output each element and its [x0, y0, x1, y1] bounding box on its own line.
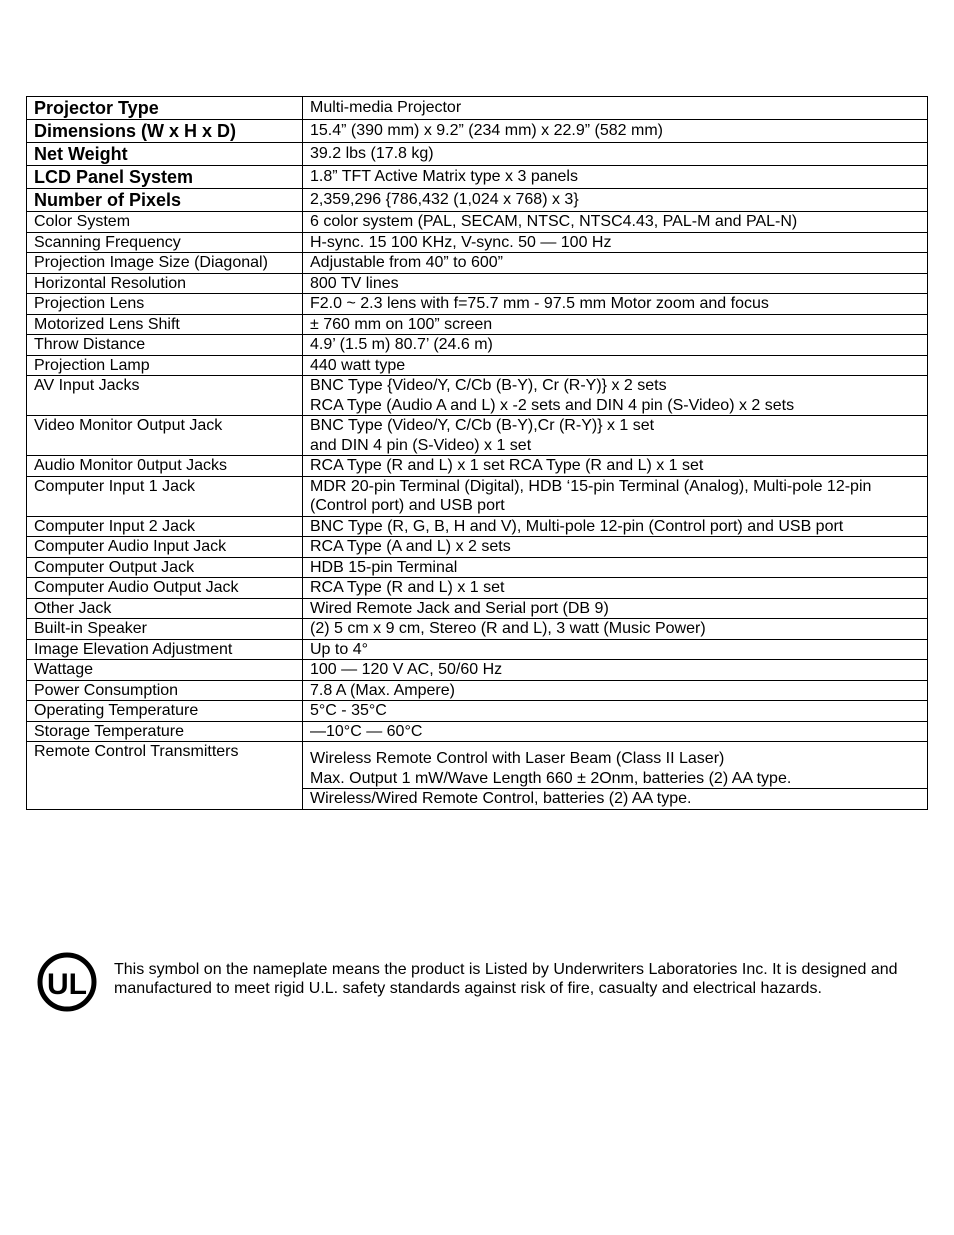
spec-label: Projection Lens	[27, 294, 303, 315]
spec-value: (2) 5 cm x 9 cm, Stereo (R and L), 3 watt (Music Power)	[303, 619, 928, 640]
spec-value: 6 color system (PAL, SECAM, NTSC, NTSC4.43, PAL-M and PAL-N)	[303, 212, 928, 233]
spec-label: Throw Distance	[27, 335, 303, 356]
spec-label: LCD Panel System	[27, 166, 303, 189]
spec-value: 5°C - 35°C	[303, 701, 928, 722]
remote-control-section	[27, 742, 928, 810]
spec-label: Computer Input 2 Jack	[27, 516, 303, 537]
spec-value-line: RCA Type (Audio A and L) x -2 sets and DIN 4 pin (S-Video) x 2 sets	[310, 396, 795, 414]
spec-value-line: BNC Type (Video/Y, C/Cb (B-Y),Cr (R-Y)} x 1 set	[310, 417, 655, 434]
spec-label: AV Input Jacks	[27, 376, 303, 416]
spec-label: Storage Temperature	[27, 721, 303, 742]
spec-value: 4.9’ (1.5 m) 80.7’ (24.6 m)	[303, 335, 928, 356]
spec-value: —10°C — 60°C	[303, 721, 928, 742]
table-row	[27, 537, 928, 558]
table-row	[27, 355, 928, 376]
spec-value: 800 TV lines	[303, 273, 928, 294]
table-row	[27, 701, 928, 722]
spec-value: ± 760 mm on 100” screen	[303, 314, 928, 335]
spec-label: Wattage	[27, 660, 303, 681]
table-row	[27, 416, 928, 456]
spec-value: Up to 4°	[303, 639, 928, 660]
spec-value	[303, 376, 928, 416]
spec-value: RCA Type (R and L) x 1 set	[303, 578, 928, 599]
spec-value	[303, 416, 928, 456]
spec-label: Horizontal Resolution	[27, 273, 303, 294]
spec-label: Projector Type	[27, 97, 303, 120]
spec-label: Audio Monitor 0utput Jacks	[27, 456, 303, 477]
table-row	[27, 578, 928, 599]
spec-value	[303, 742, 928, 789]
spec-value: BNC Type (R, G, B, H and V), Multi-pole 12-pin (Control port) and USB port	[303, 516, 928, 537]
spec-label: Dimensions (W x H x D)	[27, 120, 303, 143]
spec-value: 440 watt type	[303, 355, 928, 376]
spec-label: Operating Temperature	[27, 701, 303, 722]
spec-label: Computer Audio Input Jack	[27, 537, 303, 558]
spec-label: Motorized Lens Shift	[27, 314, 303, 335]
spec-label: Video Monitor Output Jack	[27, 416, 303, 456]
spec-label: Net Weight	[27, 143, 303, 166]
table-row	[27, 143, 928, 166]
spec-label: Other Jack	[27, 598, 303, 619]
table-row	[27, 680, 928, 701]
spec-label: Computer Audio Output Jack	[27, 578, 303, 599]
table-row	[27, 639, 928, 660]
spec-value: Multi-media Projector	[303, 97, 928, 120]
table-row	[27, 294, 928, 315]
spec-label: Computer Output Jack	[27, 557, 303, 578]
ul-listed-logo-icon	[34, 949, 100, 1015]
spec-value: RCA Type (A and L) x 2 sets	[303, 537, 928, 558]
table-row	[27, 557, 928, 578]
table-row	[27, 314, 928, 335]
spec-label: Built-in Speaker	[27, 619, 303, 640]
table-row	[27, 660, 928, 681]
spec-label: Power Consumption	[27, 680, 303, 701]
table-row	[27, 335, 928, 356]
table-row	[27, 189, 928, 212]
spec-label: Projection Image Size (Diagonal)	[27, 253, 303, 274]
spec-value: 1.8” TFT Active Matrix type x 3 panels	[303, 166, 928, 189]
spec-label: Image Elevation Adjustment	[27, 639, 303, 660]
spec-label: Computer Input 1 Jack	[27, 476, 303, 516]
ul-notice-text: This symbol on the nameplate means the product is Listed by Underwriters Laboratories Inc. It is designed and manufactured to meet rigid U.L. safety standards against risk of fire, casualty and electrical hazards.	[114, 961, 898, 997]
spec-value: RCA Type (R and L) x 1 set RCA Type (R and L) x 1 set	[303, 456, 928, 477]
spec-value: 100 — 120 V AC, 50/60 Hz	[303, 660, 928, 681]
table-row	[27, 212, 928, 233]
spec-value: Wired Remote Jack and Serial port (DB 9)	[303, 598, 928, 619]
spec-value: F2.0 ~ 2.3 lens with f=75.7 mm - 97.5 mm Motor zoom and focus	[303, 294, 928, 315]
spec-value: 39.2 lbs (17.8 kg)	[303, 143, 928, 166]
spec-label: Color System	[27, 212, 303, 233]
table-row	[27, 476, 928, 516]
table-row	[27, 598, 928, 619]
table-row	[27, 742, 928, 789]
spec-value-line: Wireless Remote Control with Laser Beam (Class II Laser)	[310, 750, 725, 767]
spec-label: Projection Lamp	[27, 355, 303, 376]
spec-value-line: and DIN 4 pin (S-Video) x 1 set	[310, 436, 532, 454]
table-row	[27, 516, 928, 537]
table-row	[27, 619, 928, 640]
table-row	[27, 721, 928, 742]
spec-value: Wireless/Wired Remote Control, batteries (2) AA type.	[303, 789, 928, 810]
spec-value-line: BNC Type {Video/Y, C/Cb (B-Y), Cr (R-Y)} x 2 sets	[310, 377, 667, 394]
table-row	[27, 253, 928, 274]
ul-logo-text: UL	[47, 968, 87, 1001]
spec-value: 2,359,296 {786,432 (1,024 x 768) x 3}	[303, 189, 928, 212]
spec-value: Adjustable from 40” to 600”	[303, 253, 928, 274]
table-row	[27, 232, 928, 253]
spec-label: Scanning Frequency	[27, 232, 303, 253]
table-row	[27, 120, 928, 143]
spec-label: Number of Pixels	[27, 189, 303, 212]
table-row	[27, 376, 928, 416]
table-row	[27, 166, 928, 189]
spec-value: 15.4” (390 mm) x 9.2” (234 mm) x 22.9” (582 mm)	[303, 120, 928, 143]
spec-value: H-sync. 15 100 KHz, V-sync. 50 — 100 Hz	[303, 232, 928, 253]
spec-value: 7.8 A (Max. Ampere)	[303, 680, 928, 701]
table-row	[27, 273, 928, 294]
table-row	[27, 97, 928, 120]
spec-label: Remote Control Transmitters	[27, 742, 303, 810]
specifications-table	[26, 96, 928, 810]
spec-value: MDR 20-pin Terminal (Digital), HDB ‘15-pin Terminal (Analog), Multi-pole 12-pin (Control port) and USB port	[303, 476, 928, 516]
specifications-body	[27, 97, 928, 742]
spec-value-line: Max. Output 1 mW/Wave Length 660 ± 2Onm, batteries (2) AA type.	[310, 769, 792, 787]
spec-value: HDB 15-pin Terminal	[303, 557, 928, 578]
table-row	[27, 456, 928, 477]
